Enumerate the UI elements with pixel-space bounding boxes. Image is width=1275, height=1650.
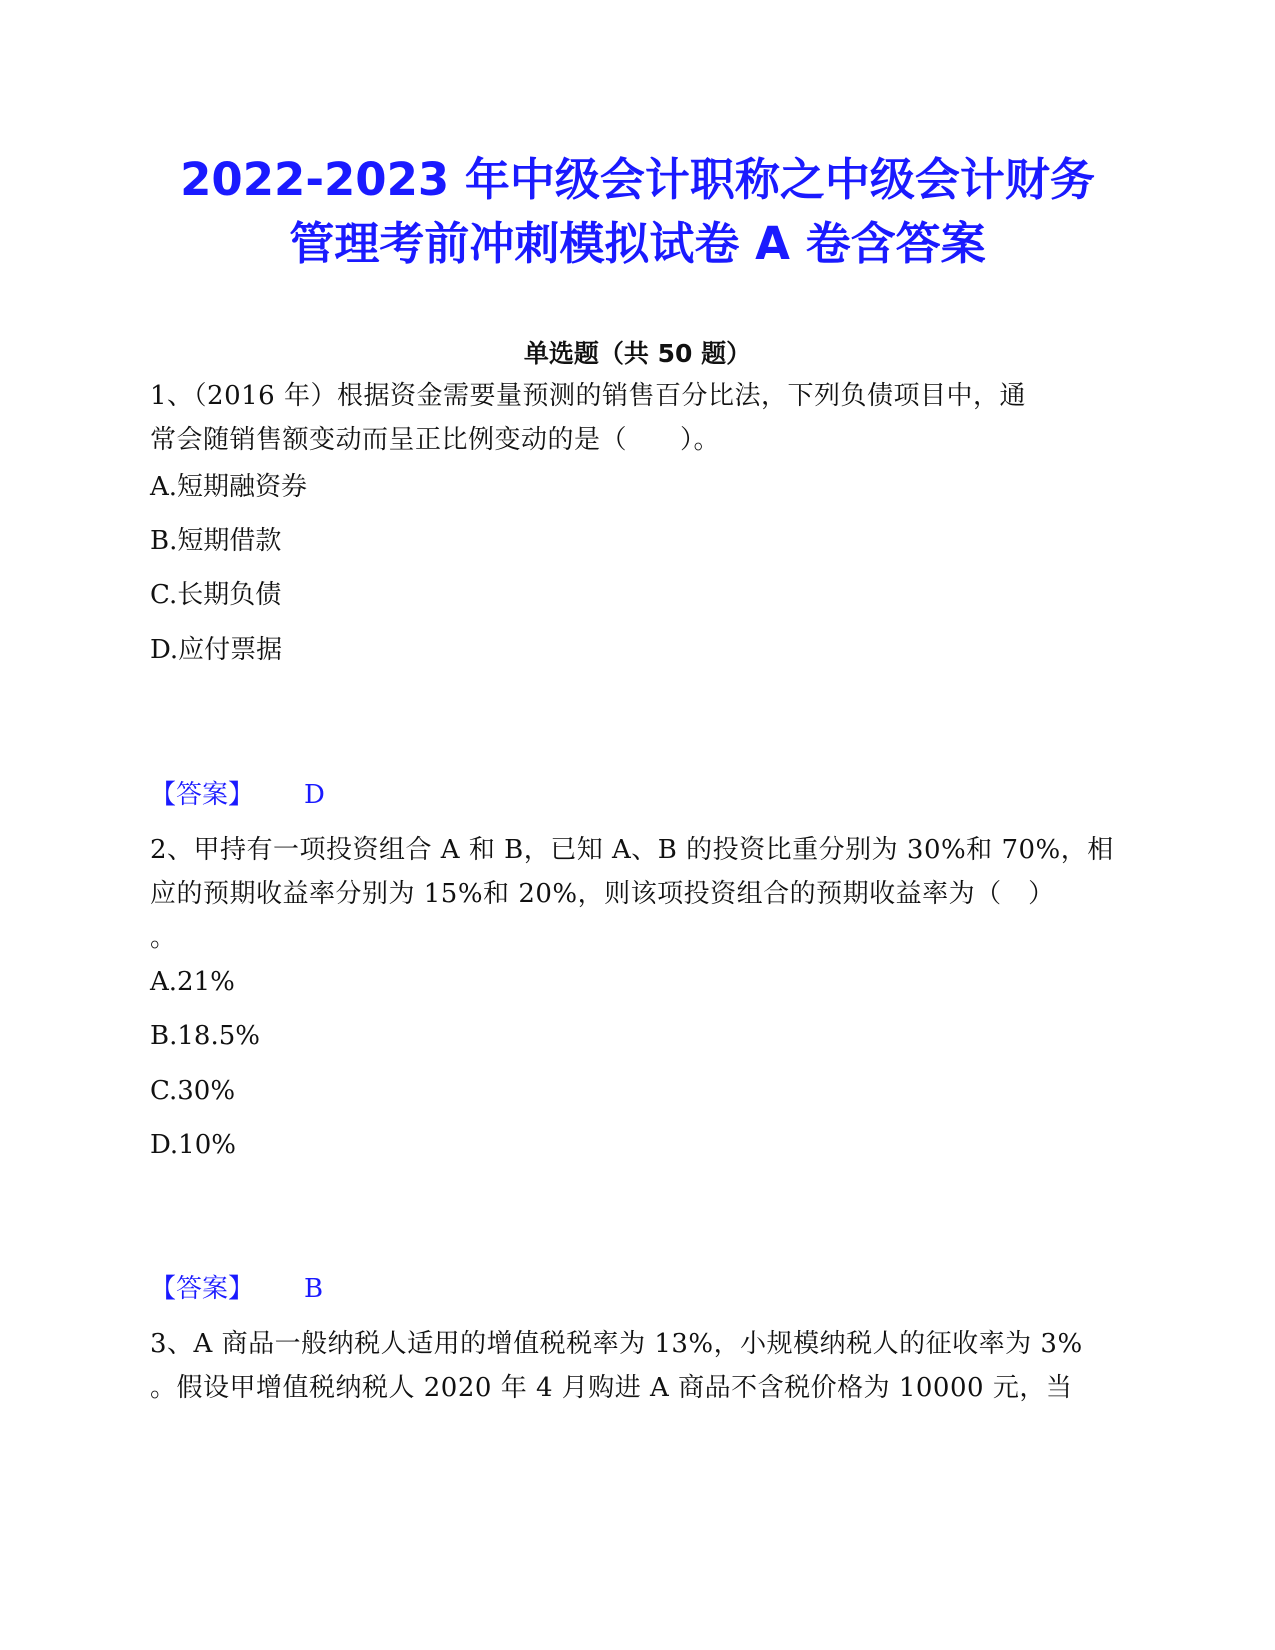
document-title: [120, 148, 1155, 276]
question-1-stem: [150, 374, 1135, 462]
question-2-answer: [150, 1271, 323, 1307]
question-1-option-a: A.短期融资券: [150, 472, 308, 502]
question-1-option-b: B.短期借款: [150, 526, 282, 556]
answer-label: 【答案】: [150, 1274, 255, 1304]
question-1-option-c: C.长期负债: [150, 580, 282, 610]
question-3-stem-line-1: 3、A 商品一般纳税人适用的增值税税率为 13%，小规模纳税人的征收率为 3%: [150, 1329, 1083, 1359]
answer-value: B: [304, 1274, 324, 1304]
answer-value: D: [304, 780, 325, 810]
question-2-stem-line-1: 2、甲持有一项投资组合 A 和 B，已知 A、B 的投资比重分别为 30%和 70%，相: [150, 835, 1114, 865]
question-1-stem-line-1: 1、（2016 年）根据资金需要量预测的销售百分比法，下列负债项目中，通: [150, 381, 1026, 411]
question-2-option-d: D.10%: [150, 1130, 236, 1160]
question-3-stem-line-2: 。假设甲增值税纳税人 2020 年 4 月购进 A 商品不含税价格为 10000 元，当: [150, 1373, 1073, 1403]
question-2-stem-line-3: 。: [150, 923, 177, 953]
question-1-option-d: D.应付票据: [150, 635, 283, 665]
question-1-stem-line-2: 常会随销售额变动而呈正比例变动的是（ ）。: [150, 425, 721, 455]
document-title-line-1: 2022-2023 年中级会计职称之中级会计财务: [180, 153, 1095, 206]
answer-label: 【答案】: [150, 780, 255, 810]
question-2-option-a: A.21%: [150, 967, 235, 997]
section-heading: 单选题（共 50 题）: [523, 339, 752, 368]
question-3-stem: [150, 1322, 1135, 1410]
question-2-option-c: C.30%: [150, 1076, 236, 1106]
question-2-option-b: B.18.5%: [150, 1021, 260, 1051]
question-1-answer: [150, 777, 325, 813]
question-2-stem: [150, 828, 1135, 960]
document-title-line-2: 管理考前冲刺模拟试卷 A 卷含答案: [289, 217, 986, 270]
question-2-stem-line-2: 应的预期收益率分别为 15%和 20%，则该项投资组合的预期收益率为（ ）: [150, 879, 1055, 909]
